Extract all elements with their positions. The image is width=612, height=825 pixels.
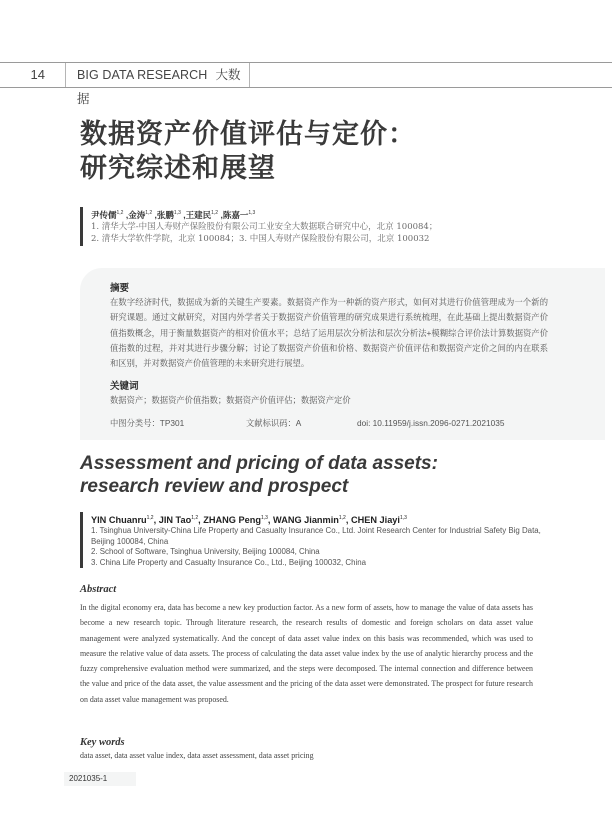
chinese-abstract-panel (80, 268, 605, 440)
journal-name-en: BIG DATA RESEARCH (77, 68, 208, 82)
doi[interactable]: doi: 10.11959/j.issn.2096-0271.2021035 (357, 418, 505, 429)
english-author-block (80, 512, 561, 568)
author: 陈嘉一 (222, 209, 249, 220)
author: 金涛 (128, 209, 146, 220)
running-header (0, 62, 612, 106)
chinese-affiliation-2: 2. 清华大学软件学院，北京 100084；3. 中国人寿财产保险股份有限公司，北京 100032 (91, 234, 430, 245)
chinese-keywords-text: 数据资产；数据资产价值指数；数据资产价值评估；数据资产定价 (110, 395, 351, 406)
english-abstract-heading: Abstract (80, 584, 117, 595)
journal-name (66, 63, 250, 106)
classification-number: 中图分类号：TP301 (110, 418, 185, 429)
author: CHEN Jiayi (350, 515, 400, 526)
author: ZHANG Peng (203, 515, 261, 526)
chinese-abstract-heading: 摘要 (110, 283, 130, 294)
english-affiliation-2: 2. School of Software, Tsinghua University, Beijing 100084, China (91, 547, 320, 557)
chinese-title-line-2: 研究综述和展望 (80, 153, 276, 184)
chinese-affiliation-1: 1. 清华大学-中国人寿财产保险股份有限公司工业安全大数据联合研究中心，北京 100084； (91, 221, 438, 232)
english-authors: YIN Chuanru$^{1,2}$, JIN Tao$^{1,2}$, ZHANG Peng$^{1,3}$, WANG Jianmin$^{1,2}$, CHEN Jiayi$^{1,3}$ (91, 515, 407, 526)
author: WANG Jianmin (273, 515, 339, 526)
chinese-authors: 尹传儒$^{1,2}$ ,金涛$^{1,2}$ ,张鹏$^{1,3}$ ,王建民$^{1,2}$ ,陈嘉一$^{1,3}$ (91, 209, 256, 220)
journal-name-cn: 大数据 (77, 68, 241, 106)
english-affiliation-3: 3. China Life Property and Casualty Insurance Co., Ltd., Beijing 100032, China (91, 557, 367, 567)
author: 尹传儒 (91, 209, 117, 220)
author: 王建民 (185, 209, 212, 220)
chinese-title-line-1: 数据资产价值评估与定价： (80, 119, 416, 150)
english-title (80, 452, 540, 498)
page-code: 2021035-1 (64, 772, 136, 786)
english-abstract-text: In the digital economy era, data has become a new key production factor. As a new form of assets, how to manage the value of data assets has become a new research topic. Through literature research, the research results of domestic and foreign scholars on data asset value management were analyzed systematically. And the concept of data asset value index on this basis was recommended, which was used to measure the relative value of data assets. The process of calculating the data asset value index by the use of analytic hierarchy process and the fuzzy comprehensive evaluation method were summarized, and the steps were decomposed. The internal connection and difference between the value and price of the data asset, the value assessment and the pricing of the data asset were demonstrated. The prospect for future research on data asset value management was proposed. (80, 603, 533, 704)
author: YIN Chuanru (91, 515, 147, 526)
author: 张鹏 (156, 209, 174, 220)
english-title-line-1: Assessment and pricing of data assets: (80, 453, 438, 474)
page-number: 14 (0, 63, 66, 87)
chinese-abstract-text: 在数字经济时代，数据成为新的关键生产要素。数据资产作为一种新的资产形式，如何对其进行价值管理成为一个新的研究课题。通过文献研究，对国内外学者关于数据资产价值管理的研究成果进行系统梳理，在此基础上提出数据资产价值指数概念，用于衡量数据资产的相对价值水平；总结了运用层次分析法和层次分析法+模糊综合评价法计算数据资产价值指数的过程，并对其进行步骤分解；讨论了数据资产价值和价格、数据资产价值评估和数据资产定价之间的内在联系和区别，并对数据资产价值管理的未来研究进行展望。 (110, 297, 548, 369)
document-code: 文献标识码：A (246, 418, 302, 429)
classification-row (110, 416, 605, 430)
english-keywords-heading: Key words (80, 737, 125, 748)
chinese-author-block (80, 207, 551, 246)
chinese-keywords-heading: 关键词 (110, 381, 139, 393)
chinese-title (80, 118, 520, 186)
english-title-line-2: research review and prospect (80, 476, 349, 497)
english-keywords-text: data asset, data asset value index, data asset assessment, data asset pricing (80, 751, 314, 760)
english-affiliation-1: 1. Tsinghua University-China Life Property and Casualty Insurance Co., Ltd. Joint Research Center for Industrial Safety Big Data, Beijing 100084, China (91, 526, 541, 546)
author: JIN Tao (158, 515, 192, 526)
